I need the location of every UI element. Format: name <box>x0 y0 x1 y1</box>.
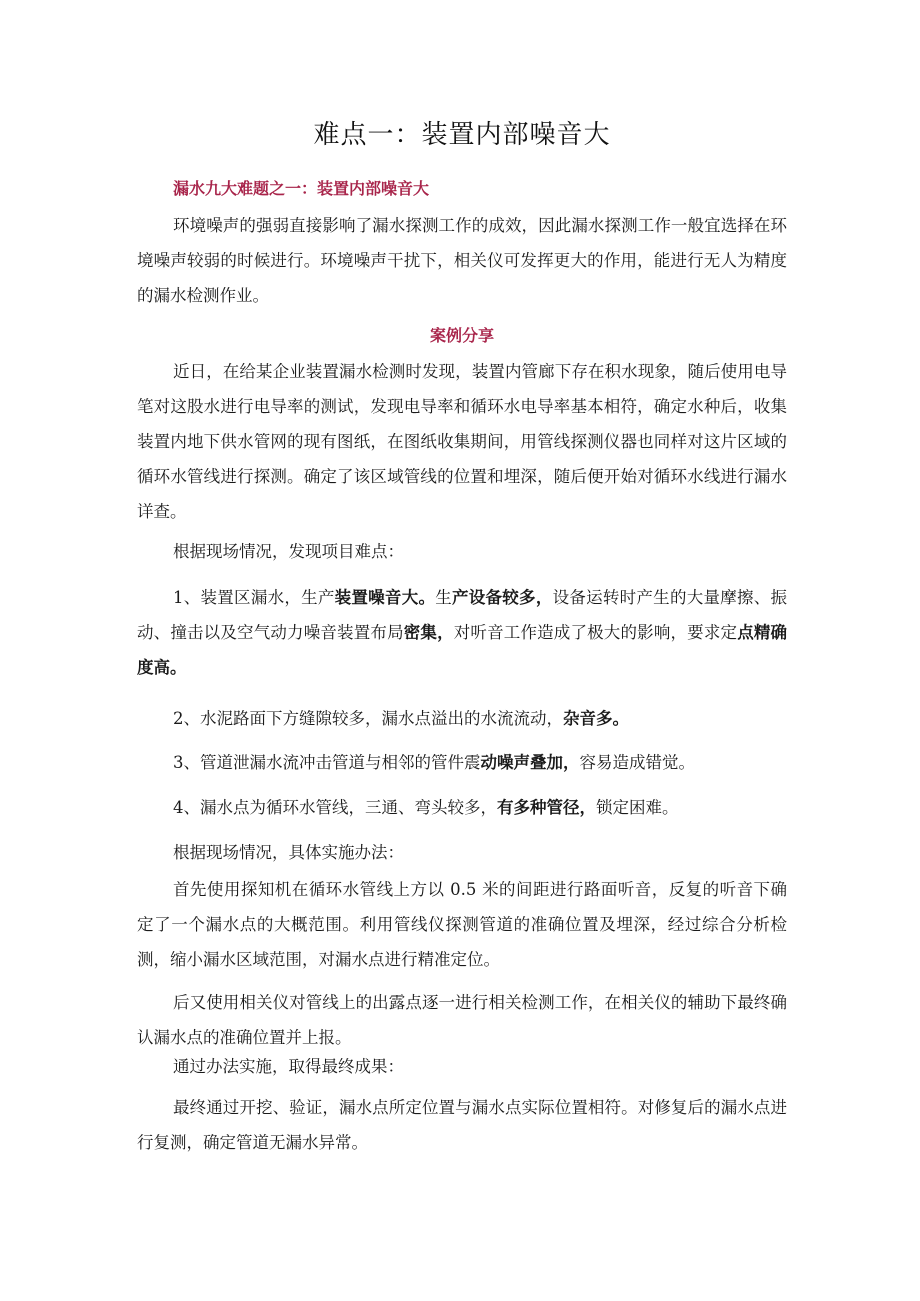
difficulty-3-bold-1: 动噪声叠加， <box>480 753 580 772</box>
difficulty-item-2 <box>137 706 787 732</box>
results-paragraph: 最终通过开挖、验证，漏水点所定位置与漏水点实际位置相符。对修复后的漏水点进行复测，确定管道无漏水异常。 <box>137 1098 787 1152</box>
difficulty-item-1 <box>137 580 787 685</box>
difficulty-item-4 <box>137 795 787 821</box>
page-title: 难点一：装置内部噪音大 <box>313 120 611 150</box>
difficulty-1-text-c: 生 <box>435 588 452 607</box>
difficulty-4-text-c: 锁定困难。 <box>596 798 679 817</box>
results-intro: 通过办法实施，取得最终成果： <box>173 1057 404 1076</box>
difficulty-4-bold-1: 有多种管径， <box>497 798 596 817</box>
difficulties-intro: 根据现场情况，发现项目难点： <box>173 542 404 561</box>
difficulty-item-3 <box>137 750 787 776</box>
difficulty-1-text-a: 1、装置区漏水，生产 <box>173 588 335 607</box>
difficulty-1-text-e: 对听音工作造成了极大的影响，要求定 <box>453 623 738 642</box>
difficulty-4-text-a: 4、漏水点为循环水管线，三通、弯头较多， <box>173 798 497 817</box>
difficulty-1-bold-2: 产设备较多， <box>452 588 553 607</box>
method-paragraph-1: 首先使用探知机在循环水管线上方以 0.5 米的间距进行路面听音，反复的听音下确定了一个漏水点的大概范围。利用管线仪探测管道的准确位置及埋深，经过综合分析检测，缩小漏水区域范围，对漏水点进行精准定位。 <box>137 880 787 969</box>
intro-paragraph: 环境噪声的强弱直接影响了漏水探测工作的成效，因此漏水探测工作一般宜选择在环境噪声较弱的时候进行。环境噪声干扰下，相关仪可发挥更大的作用，能进行无人为精度的漏水检测作业。 <box>137 216 787 305</box>
difficulty-1-bold-3: 密集， <box>403 623 454 642</box>
difficulty-2-bold-1: 杂音多。 <box>563 709 629 728</box>
method-paragraph-2: 后又使用相关仪对管线上的出露点逐一进行相关检测工作，在相关仪的辅助下最终确认漏水点的准确位置并上报。 <box>137 993 787 1047</box>
methods-intro: 根据现场情况，具体实施办法： <box>173 843 404 862</box>
difficulty-3-text-c: 容易造成错觉。 <box>579 753 695 772</box>
difficulty-2-text-a: 2、水泥路面下方缝隙较多，漏水点溢出的水流流动， <box>173 709 563 728</box>
difficulty-1-text-d: 设备运转时产生的大量摩擦、振动、撞击以及空气动力噪音装置布局 <box>137 588 788 642</box>
difficulty-1-bold-4: 点精确度高。 <box>137 623 788 677</box>
case-paragraph: 近日，在给某企业装置漏水检测时发现，装置内管廊下存在积水现象，随后使用电导笔对这股水进行电导率的测试，发现电导率和循环水电导率基本相符，确定水种后，收集装置内地下供水管网的现有图纸，在图纸收集期间，用管线探测仪器也同样对这片区域的循环水管线进行探测。确定了该区域管线的位置和埋深，随后便开始对循环水线进行漏水详查。 <box>137 362 787 521</box>
difficulty-3-text-a: 3、管道泄漏水流冲击管道与相邻的管件震 <box>173 753 481 772</box>
case-heading: 案例分享 <box>429 326 494 345</box>
difficulty-1-bold-1: 装置噪音大。 <box>334 588 436 607</box>
subtitle: 漏水九大难题之一：装置内部噪音大 <box>173 179 430 198</box>
